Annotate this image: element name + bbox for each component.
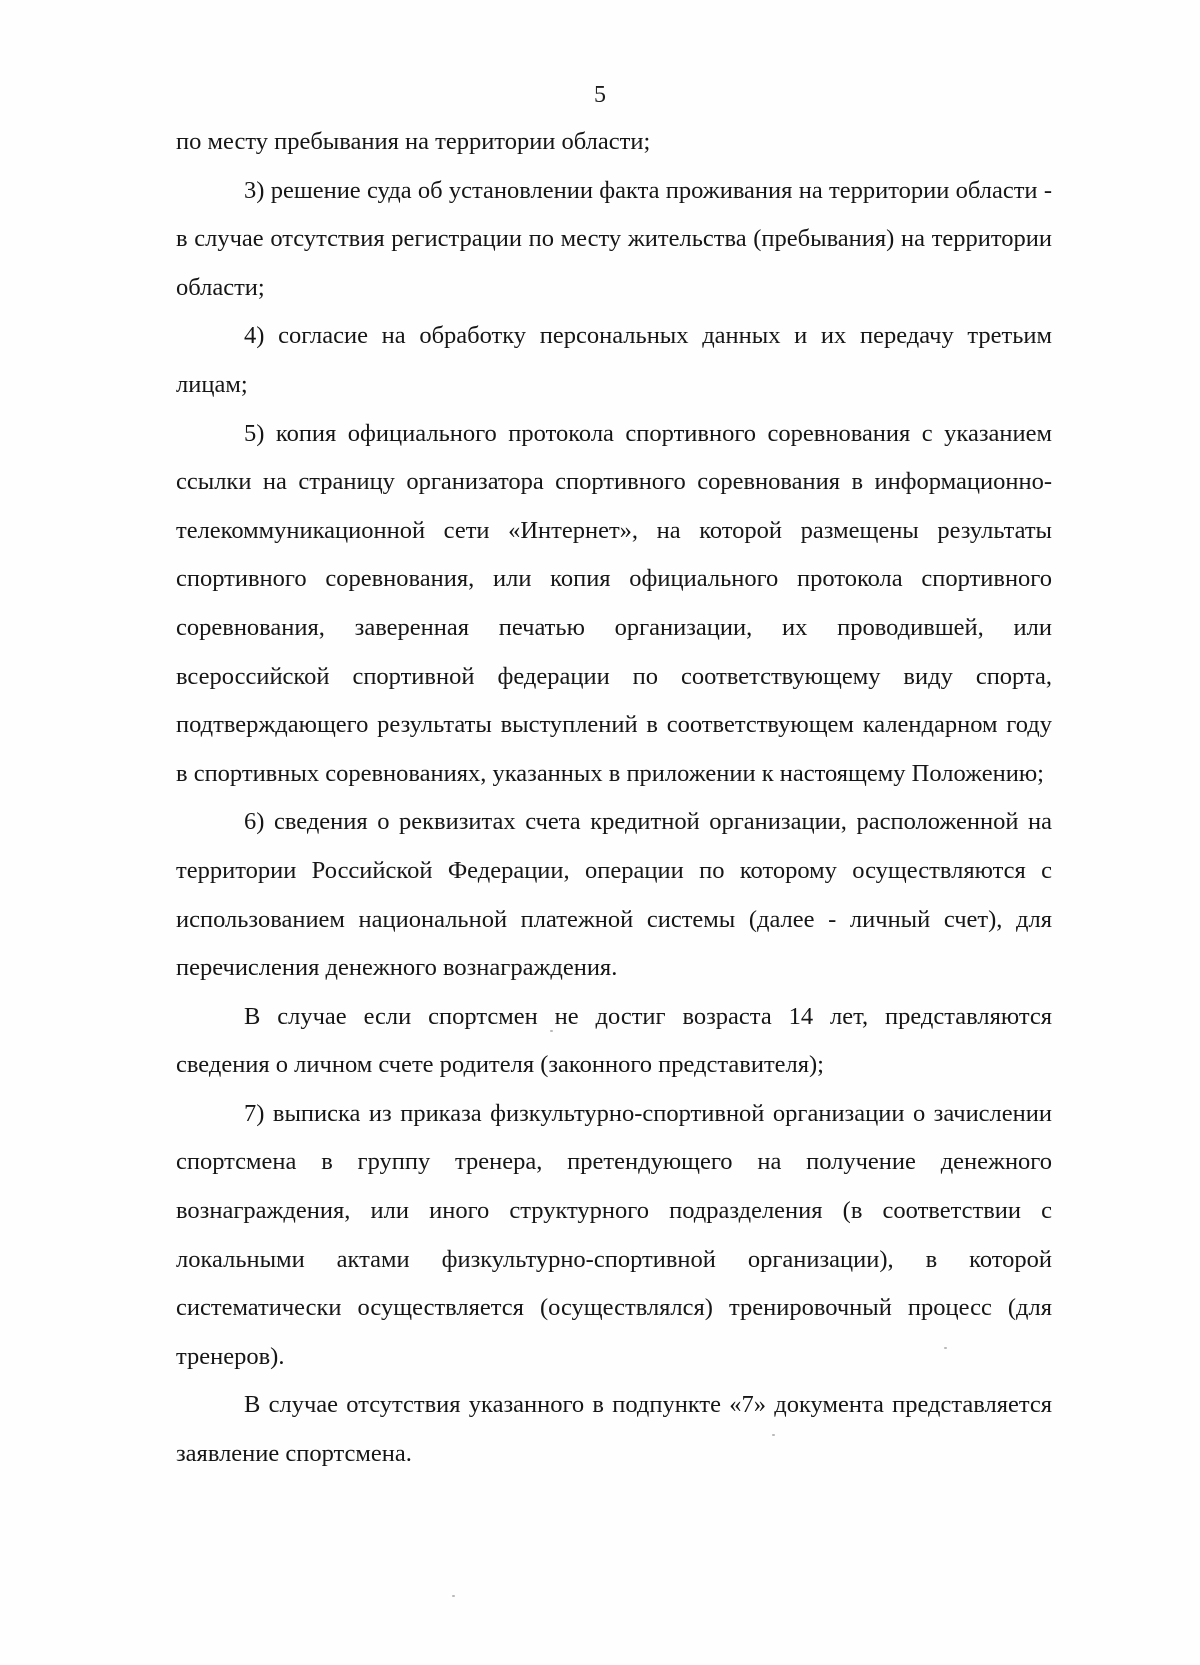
scan-speck — [772, 1434, 775, 1436]
scan-speck — [452, 1595, 455, 1597]
paragraph-item-3: 3) решение суда об установлении факта проживания на территории области - в случае отсутствия регистрации по месту жительства (пребывания) на территории области; — [176, 176, 1052, 301]
paragraph-item-6: 6) сведения о реквизитах счета кредитной организации, расположенной на территории Российской Федерации, операции по которому осуществляются с использованием национальной платежной системы (далее - личный счет), для перечисления денежного вознаграждения. — [176, 808, 1052, 982]
scan-speck — [550, 1030, 553, 1032]
document-body — [176, 118, 1052, 1479]
paragraph-minor-clause: В случае если спортсмен не достиг возраста 14 лет, представляются сведения о личном счете родителя (законного представителя); — [176, 1002, 1052, 1079]
page-number: 5 — [594, 82, 606, 108]
paragraph-absence-clause: В случае отсутствия указанного в подпункте «7» документа представляется заявление спортсмена. — [176, 1391, 1052, 1468]
paragraph-item-5: 5) копия официального протокола спортивного соревнования с указанием ссылки на страницу организатора спортивного соревнования в информационно-телекоммуникационной сети «Интернет», на которой размещены результаты спортивного соревнования, или копия официального протокола спортивного соревнования, заверенная печатью организации, их проводившей, или всероссийской спортивной федерации по соответствующему виду спорта, подтверждающего результаты выступлений в соответствующем календарном году в спортивных соревнованиях, указанных в приложении к настоящему Положению; — [176, 419, 1052, 787]
scan-speck — [944, 1347, 947, 1349]
paragraph-item-4: 4) согласие на обработку персональных данных и их передачу третьим лицам; — [176, 322, 1052, 398]
paragraph-continuation: по месту пребывания на территории области; — [176, 128, 651, 155]
paragraph-item-7: 7) выписка из приказа физкультурно-спортивной организации о зачислении спортсмена в группу тренера, претендующего на получение денежного вознаграждения, или иного структурного подразделения (в соответствии с локальными актами физкультурно-спортивной организации), в которой систематически осуществляется (осуществлялся) тренировочный процесс (для тренеров). — [176, 1099, 1052, 1370]
